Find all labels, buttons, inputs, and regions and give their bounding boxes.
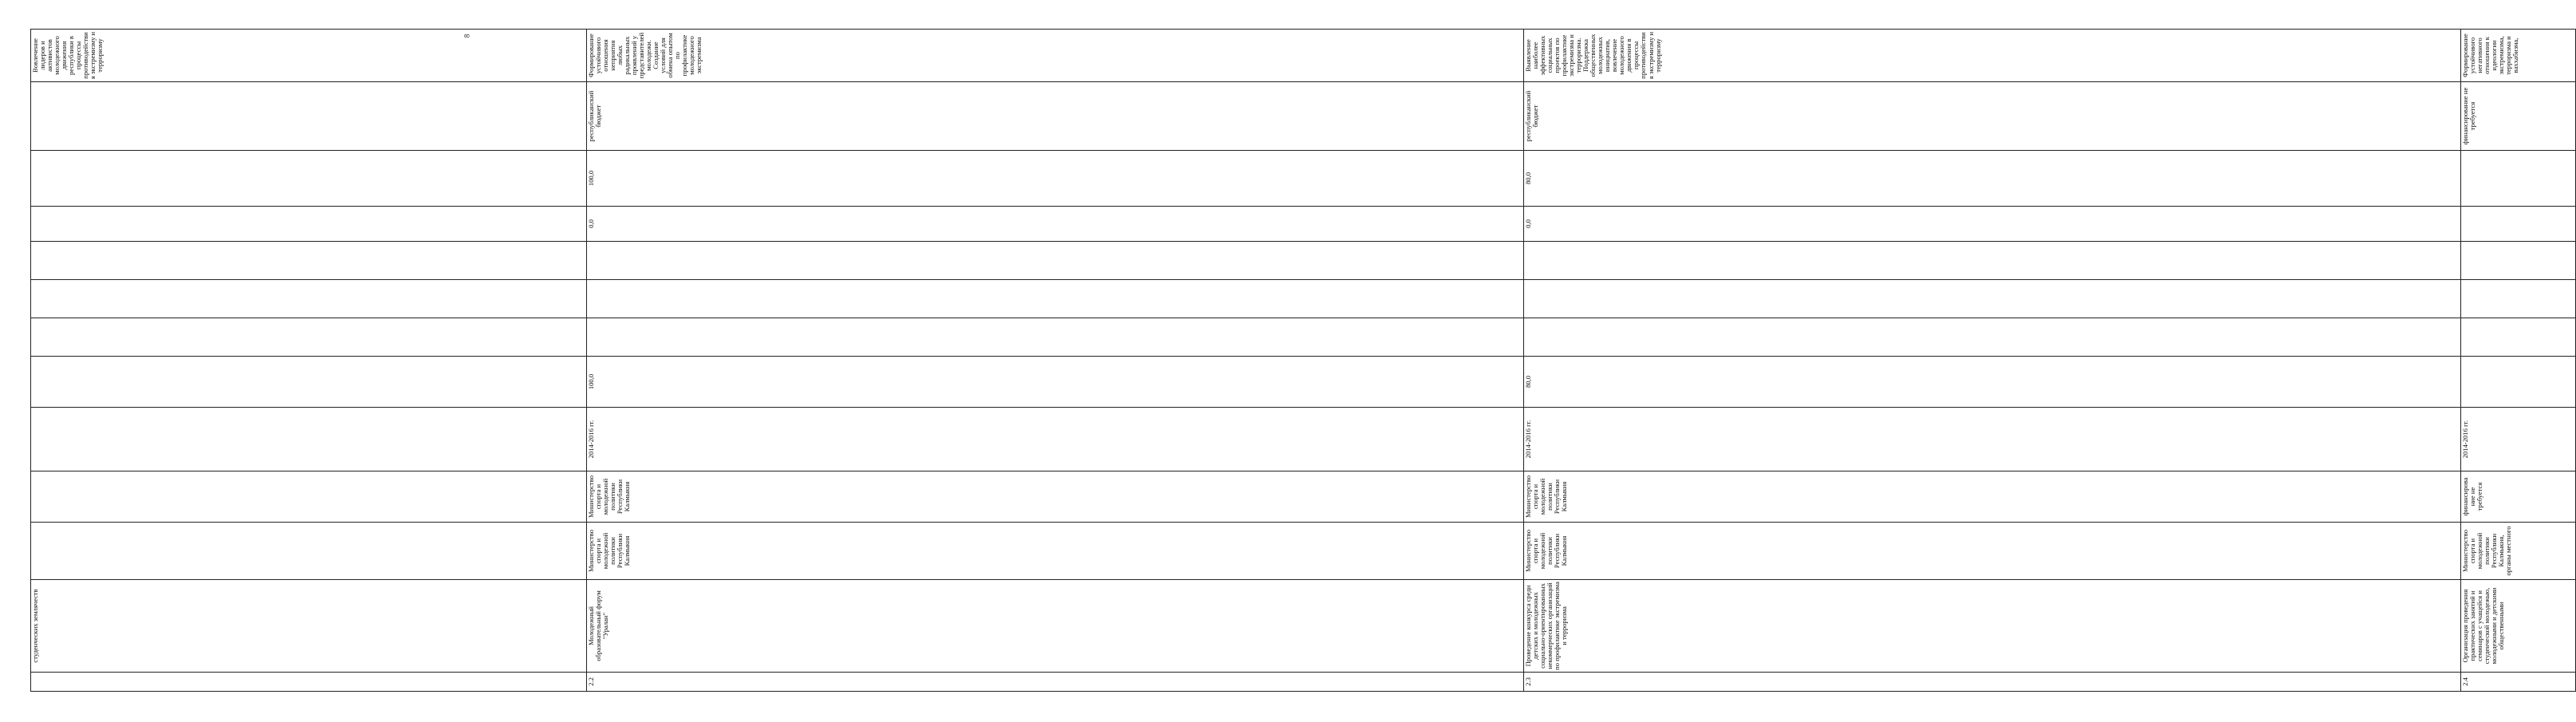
table-row (587, 30, 1524, 692)
row-number-cell: 2.2 (587, 673, 1524, 692)
row-number-cell (31, 673, 587, 692)
republic-cell-a: 0,0 (587, 207, 1524, 242)
table-row (2461, 30, 2576, 692)
total-cell: 80,0 (1524, 357, 2461, 408)
federal-cell (2461, 318, 2576, 357)
table-row (31, 30, 587, 692)
coexecutor-cell: финансирова ние не требуется (2461, 471, 2576, 523)
extra-cell (2461, 242, 2576, 280)
republic-cell-b: 100,0 (587, 151, 1524, 207)
local-cell (31, 280, 587, 318)
republic-cell-a: 0,0 (1524, 207, 2461, 242)
source-cell: республиканский бюджет (1524, 82, 2461, 151)
page-number: 8 (463, 34, 471, 38)
federal-cell (587, 318, 1524, 357)
period-cell (31, 408, 587, 471)
event-cell: Проведение конкурса среди детских и молодежных социально-ориентированных некоммерческих организаций по профилактике экстремизма и терроризма (1524, 580, 2461, 673)
republic-cell-b (2461, 151, 2576, 207)
total-cell (31, 357, 587, 408)
period-cell: 2014-2016 гг. (1524, 408, 2461, 471)
period-cell: 2014-2016 гг. (2461, 408, 2576, 471)
extra-cell (31, 242, 587, 280)
coexecutor-cell: Министерство спорта и молодежной политики Республики Калмыкия (1524, 471, 2461, 523)
source-cell (31, 82, 587, 151)
local-cell (1524, 280, 2461, 318)
republic-cell-b: 80,0 (1524, 151, 2461, 207)
source-cell: финансирование не требуется (2461, 82, 2576, 151)
local-cell (2461, 280, 2576, 318)
republic-cell-a (31, 207, 587, 242)
executor-cell (31, 523, 587, 580)
source-cell: республиканский бюджет (587, 82, 1524, 151)
total-cell: 100,0 (587, 357, 1524, 408)
event-cell: Организация проведения практических занятий и семинаров с учащейся и студенческой молодежью, молодежными и детскими общественными (2461, 580, 2576, 673)
extra-cell (587, 242, 1524, 280)
outcome-cell: Формирование устойчивого негативного отношения к идеологии экстремизма, терроризма и ваххабизма, (2461, 30, 2576, 82)
local-cell (587, 280, 1524, 318)
event-cell: студенческих землячеств (31, 580, 587, 673)
row-number-cell: 2.4 (2461, 673, 2576, 692)
coexecutor-cell: Министерство спорта и молодежной политики Республики Калмыкия (587, 471, 1524, 523)
outcome-cell: Формирование устойчивого отношения неприятия любых радикальных проявлений у представителей молодежи. Создание условий для обмена опытом по профилактике молодежного экстремизма (587, 30, 1524, 82)
coexecutor-cell (31, 471, 587, 523)
federal-cell (31, 318, 587, 357)
event-cell: Молодежный образовательный форум "Уралан" (587, 580, 1524, 673)
republic-cell-a (2461, 207, 2576, 242)
row-number-cell: 2.3 (1524, 673, 2461, 692)
republic-cell-b (31, 151, 587, 207)
federal-cell (1524, 318, 2461, 357)
table-row (1524, 30, 2461, 692)
executor-cell: Министерство спорта и молодежной политики Республики Калмыкия (587, 523, 1524, 580)
period-cell: 2014-2016 гг. (587, 408, 1524, 471)
extra-cell (1524, 242, 2461, 280)
total-cell (2461, 357, 2576, 408)
outcome-cell: Выявление наиболее эффективных социальных проектов по профилактике экстремизма и терроризма. Поддержка общественных молодежных инициатив, вовлечение молодежного движения в процессы противодействия экстремизму и терроризму (1524, 30, 2461, 82)
rotated-table-wrapper (30, 30, 2520, 692)
executor-cell: Министерство спорта и молодежной политики Республики Калмыкия (1524, 523, 2461, 580)
events-table (30, 29, 2576, 692)
executor-cell: Министерство спорта и молодежной политики Республики Калмыкия, органы местного (2461, 523, 2576, 580)
outcome-cell: Вовлечение лидеров и активистов молодежного движения республики в процессы противодействия экстремизму и терроризму (31, 30, 587, 82)
